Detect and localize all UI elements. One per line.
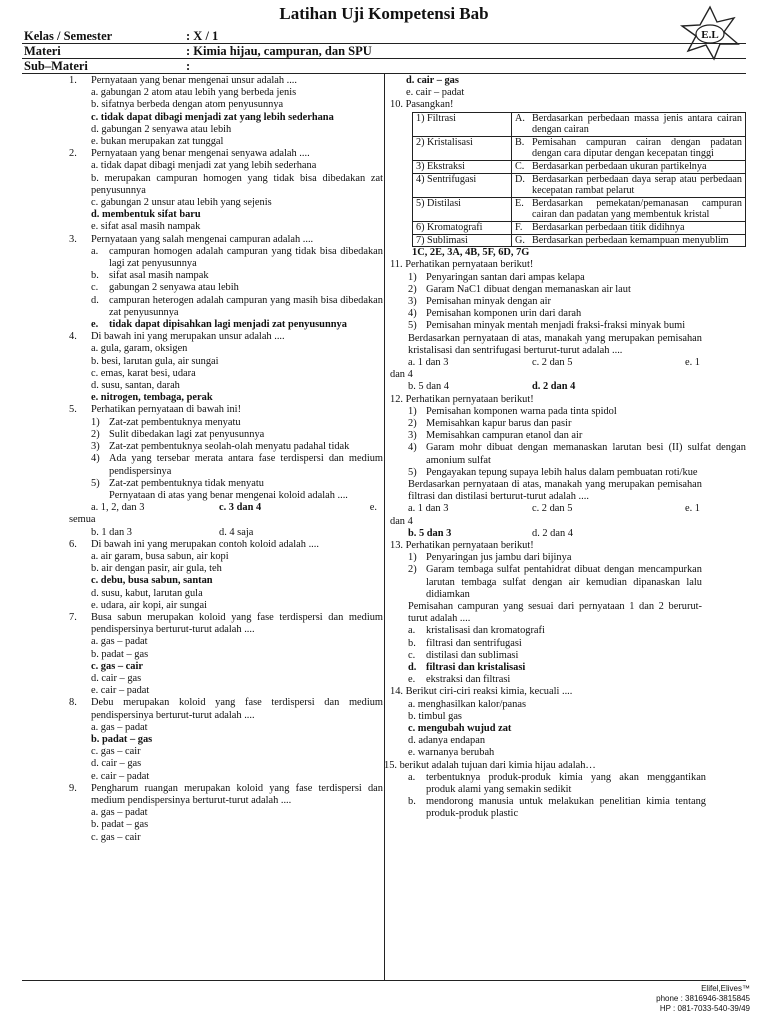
option-a: a. 1 dan 3 [408,356,449,368]
matching-left: 5) Distilasi [413,197,512,221]
footer-hp: HP : 081-7033-540-39/49 [659,1004,750,1013]
option-d: d. adanya endapan [408,735,486,747]
options-row-2 [91,527,383,539]
option-a: a. gas – padat [91,807,148,819]
matching-left: 7) Sublimasi [413,234,512,247]
option-b: b. padat – gas [91,648,149,660]
matching-left: 3) Ekstraksi [413,160,512,173]
option-a: a. 1 dan 3 [408,503,449,515]
question-stem: Debu merupakan koloid yang fase terdispersi dan medium pendispersinya berturut-turut adalah .... [91,697,383,721]
matching-row [413,197,746,221]
option-letter: a. [408,771,416,783]
question-stem: Di bawah ini yang merupakan unsur adalah .... [91,331,285,343]
divider [22,980,746,981]
option-a [408,625,746,637]
question-stem: Busa sabun merupakan koloid yang fase terdispersi dan medium pendispersinya berturut-turut adalah .... [91,611,383,636]
statement-2 [408,564,746,601]
matching-letter: B. [512,136,530,160]
option-e-continued: semua [69,514,96,526]
matching-letter: G. [512,234,530,247]
left-column [69,75,383,844]
option-d: d. susu, kabut, larutan gula [91,587,203,599]
option-e: e. cair – padat [406,87,465,99]
option-e: e. bukan merupakan zat tunggal [91,136,224,148]
option-a: a. 1, 2, dan 3 [91,502,145,514]
question-1 [69,75,383,148]
matching-right: Berdasarkan perbedaan titik didihnya [529,221,746,234]
right-column [384,75,746,821]
field-value: : [186,59,191,73]
footer-phone: phone : 3816946-3815845 [656,994,750,1003]
question-8 [69,697,383,782]
matching-letter: F. [512,221,530,234]
matching-letter: D. [512,173,530,197]
matching-row [413,112,746,136]
option-d: d. cair – gas [91,672,142,684]
header-row-materi [24,45,624,59]
question-13 [390,540,746,686]
option-b: b. 5 dan 3 [408,527,452,539]
field-value: : Kimia hijau, campuran, dan SPU [186,44,372,58]
option-a: a. air garam, busa sabun, air kopi [91,550,229,562]
statement-2 [408,418,746,430]
logo [668,4,752,62]
statement-number: 1) [408,405,417,417]
option-e [408,674,746,686]
statement-number: 1) [91,416,100,428]
matching-left: 4) Sentrifugasi [413,173,512,197]
statement-text: Ada yang tersebar merata antara fase terdispersi dan medium pendispersinya [109,453,383,477]
matching-right: Berdasarkan perbedaan massa jenis antara cairan dengan cairan [529,112,746,136]
statement-2 [408,284,746,296]
question-3 [69,233,383,332]
statement-3 [91,441,383,453]
option-e: e. 1 [684,356,700,368]
option-c [408,650,746,662]
question-number: 14. [390,686,403,698]
statement-text: Memisahkan kapur barus dan pasir [426,417,572,429]
options-row-1 [408,357,746,369]
question-prompt: Berdasarkan pernyataan di atas, manakah yang merupakan pemisahan filtrasi dan distilasi berturut-turut adalah .... [408,479,702,503]
statement-number: 2) [91,428,100,440]
option-b: b. padat – gas [91,733,153,745]
question-9-continued [390,75,746,99]
option-text: gabungan 2 senyawa atau lebih [109,282,239,294]
option-b: b. besi, larutan gula, air sungai [91,355,219,367]
option-e-continued: dan 4 [390,369,413,381]
statement-text: Garam tembaga sulfat pentahidrat dibuat dengan mencampurkan larutan tembaga sulfat dengan air kemudian dipanaskan lalu didiamkan [426,564,702,600]
option-letter: d. [91,294,99,306]
option-text: distilasi dan sublimasi [426,649,519,661]
question-9 [69,782,383,844]
option-d: d. cair – gas [406,75,459,86]
matching-letter: C. [512,160,530,173]
matching-row [413,136,746,160]
statement-text: Pemisahan minyak dengan air [426,295,551,307]
option-b: b. 5 dan 4 [408,381,449,393]
option-e: e. nitrogen, tembaga, perak [91,392,213,404]
statement-1 [408,272,746,284]
question-stem: Pasangkan! [405,99,454,111]
option-c: c. tidak dapat dibagi menjadi zat yang lebih sederhana [91,111,334,123]
question-number: 13. [390,540,403,552]
question-number: 15. [384,759,397,771]
option-e: e. sifat asal masih nampak [91,221,201,233]
option-c: c. gas – cair [91,746,141,758]
matching-row [413,221,746,234]
option-d: d. 2 dan 4 [532,527,573,539]
field-label: Kelas / Semester [24,29,113,43]
statement-number: 2) [408,417,417,429]
option-text: kristalisasi dan kromatografi [426,625,545,637]
option-b: b. timbul gas [408,710,462,722]
question-number: 3. [69,233,77,245]
question-stem: Pengharum ruangan merupakan koloid yang fase terdispersi dan medium pendispersinya berturut-turut adalah .... [91,782,383,806]
option-text: campuran heterogen adalah campuran yang masih bisa dibedakan zat penyusunnya [109,294,383,318]
question-prompt: Pemisahan campuran yang sesuai dari pernyataan 1 dan 2 berurut-turut adalah .... [408,601,702,625]
option-letter: b. [408,796,416,808]
question-15 [384,760,746,821]
statement-4 [91,453,383,477]
statement-number: 1) [408,552,417,564]
matching-right: Berdasarkan perbedaan ukuran partikelnya [529,160,746,173]
option-e [91,319,383,331]
statement-1 [408,552,746,564]
option-a: a. gas – padat [91,636,148,648]
statement-3 [408,430,746,442]
statement-1 [408,406,746,418]
question-stem: Perhatikan pernyataan berikut! [405,259,534,271]
option-text: filtrasi dan kristalisasi [426,662,526,674]
statement-text: Zat-zat pembentuknya seolah-olah menyatu padahal tidak [109,441,350,453]
question-number: 5. [69,404,77,416]
question-prompt: Pernyataan di atas yang benar mengenai koloid adalah .... [109,489,348,501]
statement-4 [408,308,746,320]
matching-row [413,234,746,247]
question-prompt: Berdasarkan pernyataan di atas, manakah yang merupakan pemisahan kristalisasi dan sentrifugasi berturut-turut adalah .... [408,332,702,356]
question-14 [390,686,746,759]
option-c: c. gas – cair [91,660,143,672]
option-d [408,662,746,674]
statement-number: 1) [408,271,417,283]
field-label: Materi [24,44,61,58]
answer-key: 1C, 2E, 3A, 4B, 5F, 6D, 7G [412,247,530,259]
question-stem: berikut adalah tujuan dari kimia hijau adalah… [399,759,596,771]
question-number: 7. [69,611,77,623]
option-c: c. 2 dan 5 [532,356,573,368]
statement-text: Pemisahan komponen warna pada tinta spidol [426,405,617,417]
option-e: e. cair – padat [91,685,150,697]
statement-number: 4) [91,453,100,465]
statement-number: 4) [408,308,417,320]
question-2 [69,148,383,233]
matching-right: Berdasarkan perbedaan daya serap atau perbedaan kecepatan rambat pelarut [529,173,746,197]
option-c: c. debu, busa sabun, santan [91,575,213,587]
question-11 [390,259,746,393]
option-b: b. padat – gas [91,819,149,831]
question-stem: Pernyataan yang benar mengenai unsur adalah .... [91,75,298,86]
option-c: c. 3 dan 4 [219,502,262,514]
option-d: d. cair – gas [91,758,142,770]
question-4 [69,331,383,404]
statement-4 [408,442,746,466]
logo-text: E.L [701,29,719,41]
question-7 [69,611,383,697]
option-text: tidak dapat dipisahkan lagi menjadi zat penyusunnya [109,319,347,331]
option-b: b. 1 dan 3 [91,526,132,538]
option-b [91,270,383,282]
option-d: d. membentuk sifat baru [91,209,201,221]
option-d: d. 2 dan 4 [532,381,576,393]
matching-row [413,173,746,197]
question-number: 11. [390,259,403,271]
option-text: sifat asal masih nampak [109,270,209,282]
option-c: c. 2 dan 5 [532,503,573,515]
question-number: 9. [69,782,77,794]
option-e: e. [369,502,377,514]
field-label: Sub–Materi [24,59,88,73]
divider [22,58,746,59]
matching-left: 6) Kromatografi [413,221,512,234]
question-number: 2. [69,148,77,160]
question-number: 6. [69,538,77,550]
option-a [408,772,746,796]
option-letter: d. [408,662,417,674]
question-number: 12. [390,393,403,405]
statement-5 [91,478,383,490]
option-b: b. merupakan campuran homogen yang tidak bisa dibedakan zat penyusunnya [91,172,383,196]
question-number: 1. [69,75,77,86]
statement-text: Pemisahan minyak mentah menjadi fraksi-fraksi minyak bumi [426,320,686,332]
option-c: c. gas – cair [91,831,141,843]
option-a: a. gabungan 2 atom atau lebih yang berbeda jenis [91,87,297,99]
footer [530,984,750,1014]
question-10 [390,99,746,259]
option-b [408,796,746,820]
statement-text: Zat-zat pembentuknya menyatu [109,416,241,428]
matching-right: Berdasarkan perbedaan kemampuan menyublim [529,234,746,247]
footer-author: Elifel,Elives™ [701,984,750,993]
statement-3 [408,296,746,308]
matching-left: 1) Filtrasi [413,112,512,136]
statement-number: 4) [408,442,417,454]
statement-text: Penyaringan santan dari ampas kelapa [426,271,585,283]
option-letter: a. [408,625,416,637]
header-row-class [24,30,624,44]
divider [22,43,746,44]
statement-number: 3) [408,295,417,307]
statement-number: 3) [91,441,100,453]
option-letter: b. [91,270,99,282]
statement-text: Pemisahan komponen urin dari darah [426,308,582,320]
statement-number: 5) [91,477,100,489]
option-text: terbentuknya produk-produk kimia yang akan menggantikan produk alami yang semakin sedikit [426,771,706,796]
page-title: Latihan Uji Kompetensi Bab [279,4,489,23]
statement-text: Garam NaC1 dibuat dengan memanaskan air laut [426,283,631,295]
option-a: a. tidak dapat dibagi menjadi zat yang lebih sederhana [91,160,317,172]
question-stem: Perhatikan pernyataan berikut! [405,540,534,552]
option-letter: e. [91,319,99,331]
statement-text: Memisahkan campuran etanol dan air [426,430,583,442]
question-number: 10. [390,99,403,111]
statement-2 [91,429,383,441]
statement-number: 2) [408,283,417,295]
options-row-2 [390,528,746,540]
question-5 [69,404,383,538]
statement-text: Penyaringan jus jambu dari bijinya [426,552,572,564]
question-stem: Perhatikan pernyataan berikut! [405,393,534,405]
option-b: b. air dengan pasir, air gula, teh [91,563,222,575]
matching-letter: A. [512,112,530,136]
option-e: e. 1 [684,503,700,515]
option-d: d. 4 saja [219,526,254,538]
statement-text: Pengayakan tepung supaya lebih halus dalam pembuatan roti/kue [426,466,698,478]
statement-text: Sulit dibedakan lagi zat penyusunnya [109,428,265,440]
statement-5 [408,320,746,332]
option-c: c. mengubah wujud zat [408,723,512,735]
matching-right: Berdasarkan pemekatan/pemanasan campuran cairan dan padatan yang membentuk kristal [529,197,746,221]
option-text: mendorong manusia untuk melakukan penelitian kimia tentang produk-produk plastic [426,796,706,820]
header-row-submateri [24,60,624,74]
option-text: ekstraksi dan filtrasi [426,674,511,686]
matching-right: Pemisahan campuran cairan dengan padatan dengan cara diputar dengan kecepatan tinggi [529,136,746,160]
statement-5 [408,467,746,479]
option-c: c. emas, karat besi, udara [91,367,196,379]
question-stem: Pernyataan yang salah mengenai campuran adalah .... [91,233,314,245]
option-letter: c. [408,649,416,661]
option-e: e. udara, air kopi, air sungai [91,599,207,611]
option-a: a. menghasilkan kalor/panas [408,698,527,710]
question-number: 8. [69,697,77,709]
statement-1 [91,417,383,429]
option-e: e. cair – padat [91,770,150,782]
option-d [91,295,383,319]
matching-letter: E. [512,197,530,221]
question-stem: Berikut ciri-ciri reaksi kimia, kecuali .... [405,686,573,698]
question-number: 4. [69,331,77,343]
option-letter: e. [408,674,416,686]
option-e: e. warnanya berubah [408,747,495,759]
statement-number: 2) [408,564,417,576]
option-c [91,282,383,294]
matching-table [412,112,746,248]
question-6 [69,538,383,612]
option-a: a. gas – padat [91,721,148,733]
option-a [91,246,383,270]
option-text: campuran homogen adalah campuran yang tidak bisa dibedakan lagi zat penyusunnya [109,245,383,270]
matching-row [413,160,746,173]
option-text: filtrasi dan sentrifugasi [426,637,522,649]
question-stem: Di bawah ini yang merupakan contoh koloid adalah .... [91,538,319,550]
option-letter: c. [91,282,99,294]
question-12 [390,394,746,540]
option-b: b. sifatnya berbeda dengan atom penyusunnya [91,99,284,111]
matching-left: 2) Kristalisasi [413,136,512,160]
statement-text: Zat-zat pembentuknya tidak menyatu [109,477,264,489]
field-value: : X / 1 [186,29,219,43]
options-row-1 [408,503,746,515]
option-letter: b. [408,637,416,649]
statement-number: 5) [408,320,417,332]
option-e-continued: dan 4 [390,515,413,527]
option-a: a. gula, garam, oksigen [91,343,188,355]
statement-number: 3) [408,430,417,442]
option-letter: a. [91,245,99,257]
option-d: d. susu, santan, darah [91,380,180,392]
options-row-2 [390,381,746,393]
statement-number: 5) [408,466,417,478]
question-stem: Perhatikan pernyataan di bawah ini! [91,404,242,416]
option-c: c. gabungan 2 unsur atau lebih yang sejenis [91,197,272,209]
statement-text: Garam mohr dibuat dengan memanaskan larutan besi (II) sulfat dengan amonium sulfat [426,442,746,466]
option-d: d. gabungan 2 senyawa atau lebih [91,123,232,135]
column-divider [384,74,385,980]
option-b [408,638,746,650]
question-stem: Pernyataan yang benar mengenai senyawa adalah .... [91,148,310,160]
options-row-1 [91,502,383,514]
